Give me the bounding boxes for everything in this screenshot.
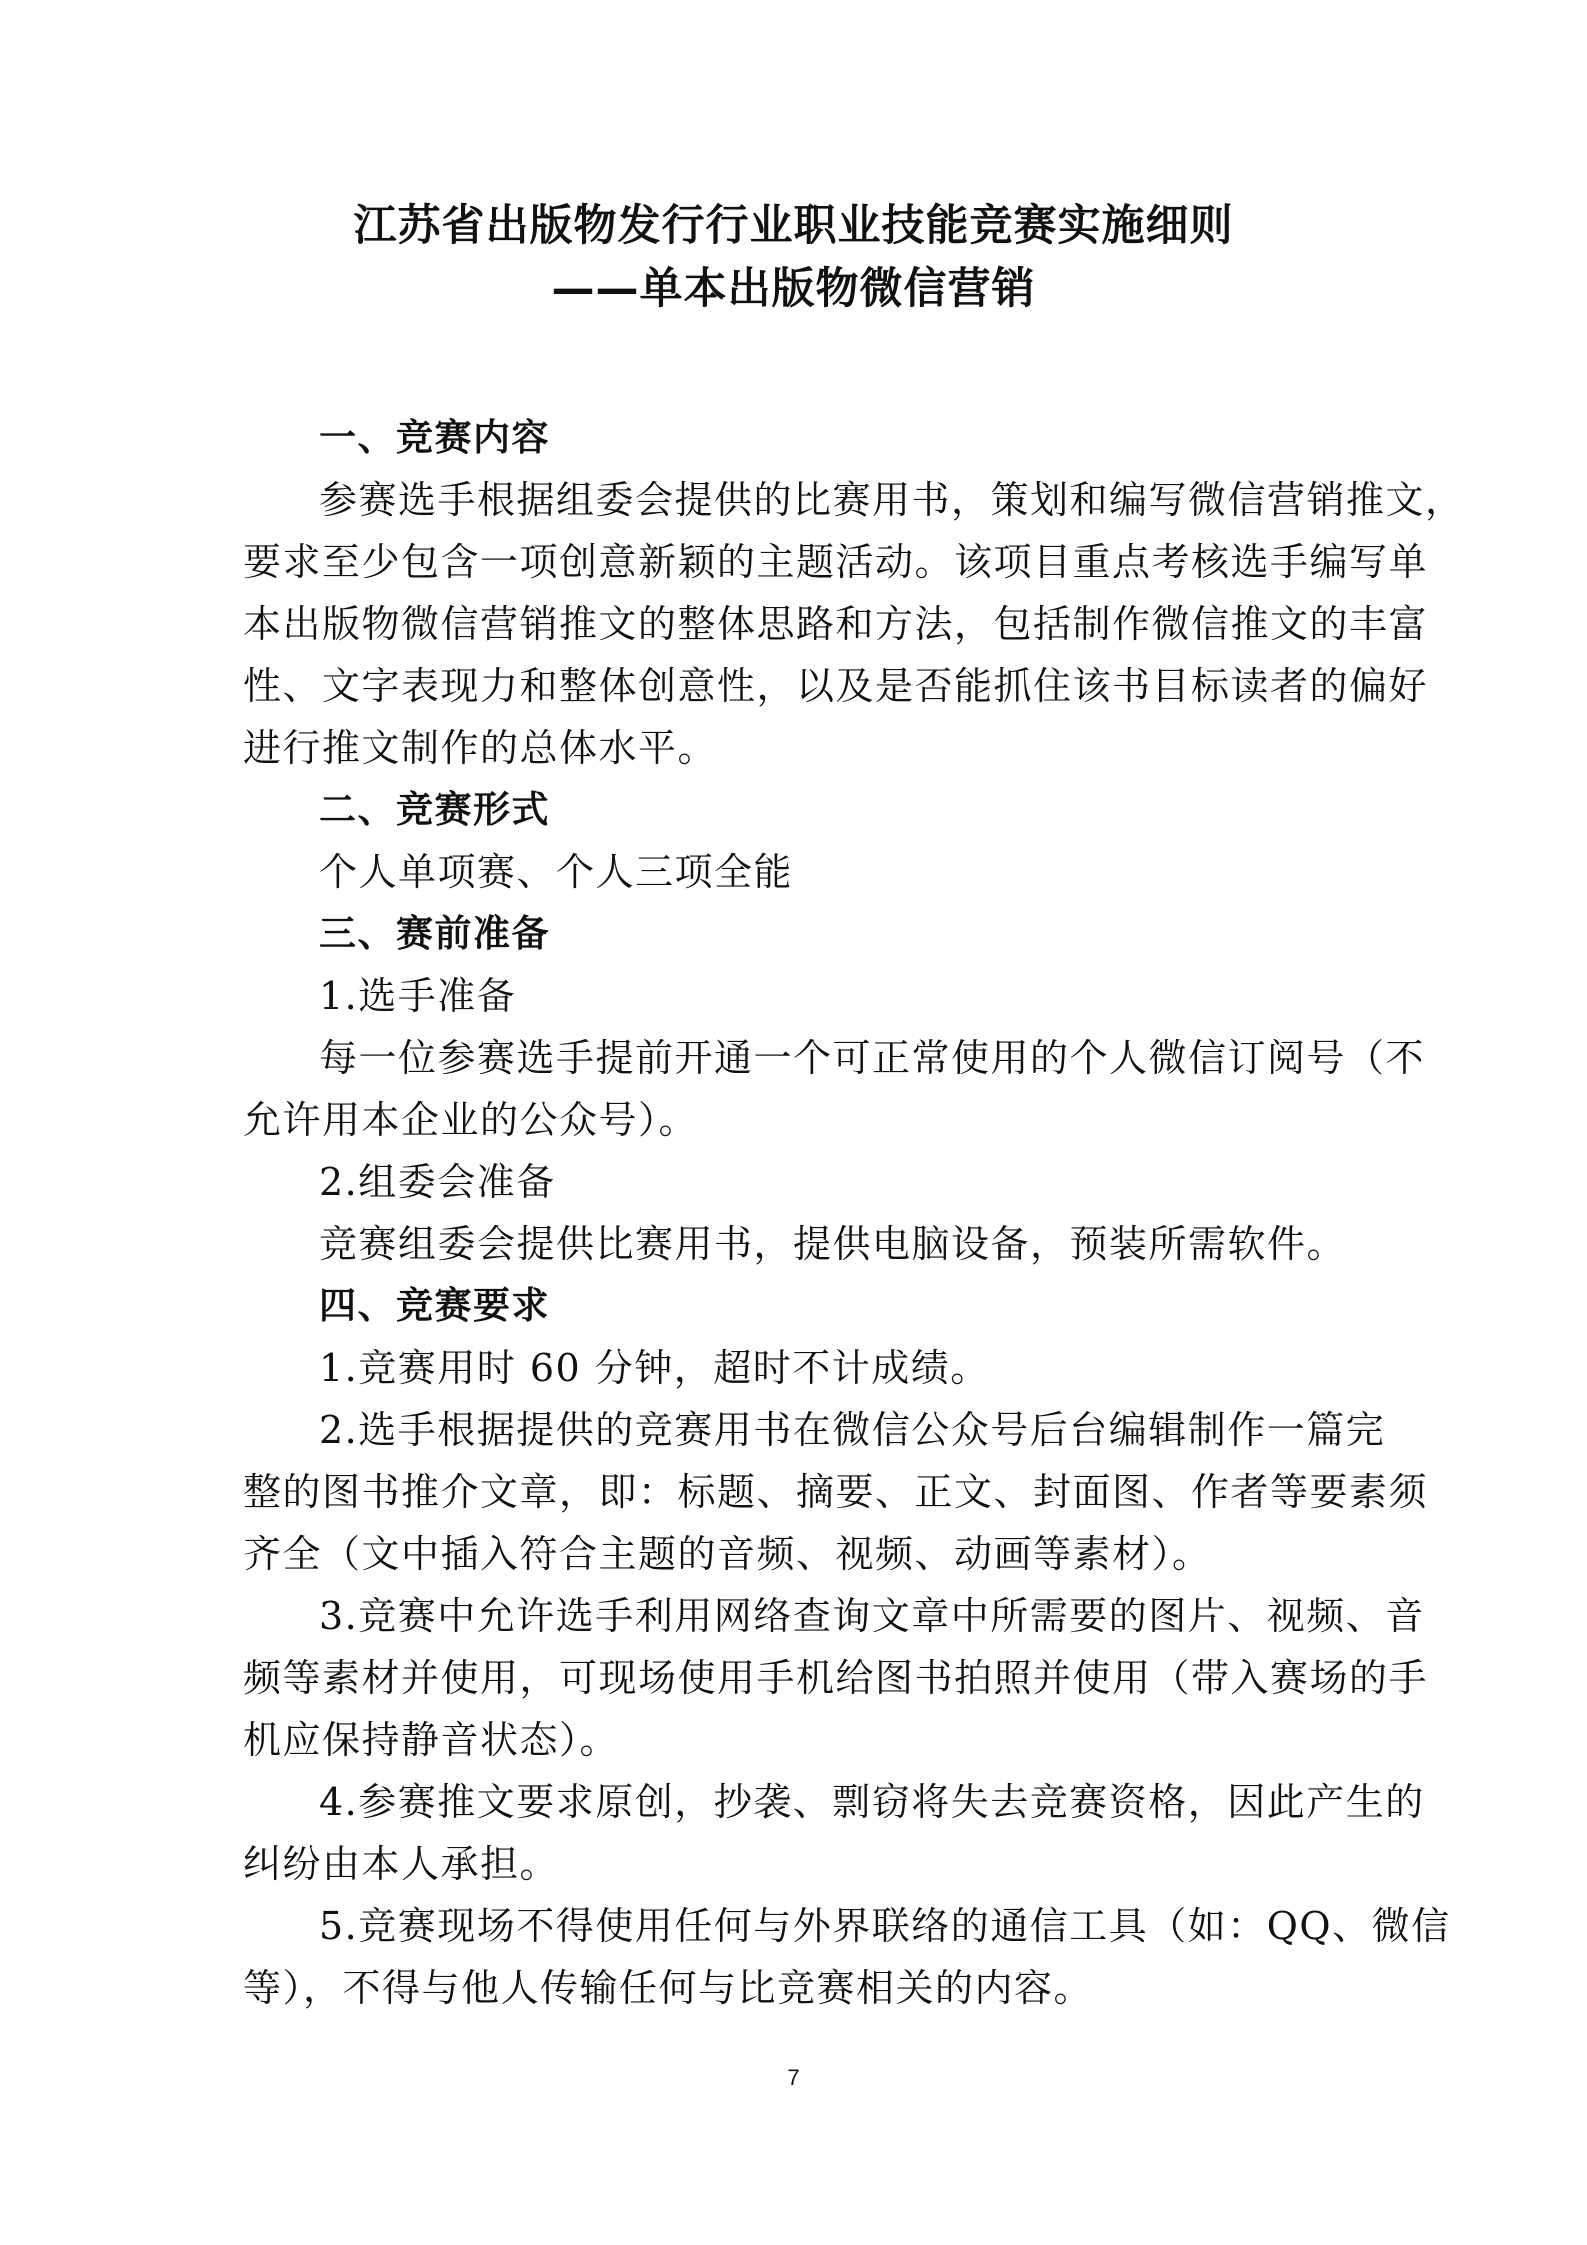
paragraph-line: 每一位参赛选手提前开通一个可正常使用的个人微信订阅号（不 [319, 1036, 1426, 1080]
page-number: 7 [787, 2065, 800, 2090]
subsection-title-contestant: 1.选手准备 [319, 974, 517, 1018]
requirement-item-continuation: 机应保持静音状态）。 [243, 1718, 620, 1762]
document-body [243, 407, 1465, 2019]
section-heading-preparation: 三、赛前准备 [319, 912, 550, 955]
paragraph-line: 要求至少包含一项创意新颖的主题活动。该项目重点考核选手编写单 [243, 540, 1429, 584]
requirement-item-continuation: 纠纷由本人承担。 [243, 1842, 560, 1886]
subsection-title-committee: 2.组委会准备 [319, 1160, 556, 1204]
requirement-item: 1.竞赛用时 60 分钟，超时不计成绩。 [319, 1346, 990, 1390]
paragraph-line: 竞赛组委会提供比赛用书，提供电脑设备，预装所需软件。 [319, 1222, 1347, 1266]
paragraph-line: 进行推文制作的总体水平。 [243, 726, 718, 770]
paragraph-line: 个人单项赛、个人三项全能 [319, 850, 794, 894]
paragraph-line: 参赛选手根据组委会提供的比赛用书，策划和编写微信营销推文， [319, 478, 1465, 522]
requirement-item-continuation: 齐全（文中插入符合主题的音频、视频、动画等素材）。 [243, 1532, 1212, 1576]
paragraph-line: 性、文字表现力和整体创意性，以及是否能抓住该书目标读者的偏好 [243, 664, 1429, 708]
document-title: 江苏省出版物发行行业职业技能竞赛实施细则 [353, 201, 1234, 251]
requirement-item-continuation: 整的图书推介文章，即：标题、摘要、正文、封面图、作者等要素须 [243, 1470, 1429, 1514]
requirement-item-continuation: 频等素材并使用，可现场使用手机给图书拍照并使用（带入赛场的手 [243, 1656, 1429, 1700]
requirement-item: 4.参赛推文要求原创，抄袭、剽窃将失去竞赛资格，因此产生的 [319, 1780, 1425, 1824]
requirement-item: 3.竞赛中允许选手利用网络查询文章中所需要的图片、视频、音 [319, 1594, 1425, 1638]
document-subtitle: ——单本出版物微信营销 [551, 264, 1036, 314]
requirement-item-continuation: 等），不得与他人传输任何与比竞赛相关的内容。 [243, 1966, 1094, 2010]
paragraph-line: 允许用本企业的公众号）。 [243, 1098, 699, 1142]
paragraph-line: 本出版物微信营销推文的整体思路和方法，包括制作微信推文的丰富 [243, 602, 1429, 646]
requirement-item: 5.竞赛现场不得使用任何与外界联络的通信工具（如：QQ、微信 [319, 1904, 1451, 1948]
requirement-item: 2.选手根据提供的竞赛用书在微信公众号后台编辑制作一篇完 [319, 1408, 1386, 1452]
section-heading-content: 一、竞赛内容 [319, 416, 550, 459]
section-heading-requirements: 四、竞赛要求 [319, 1284, 550, 1327]
section-heading-format: 二、竞赛形式 [319, 788, 550, 831]
